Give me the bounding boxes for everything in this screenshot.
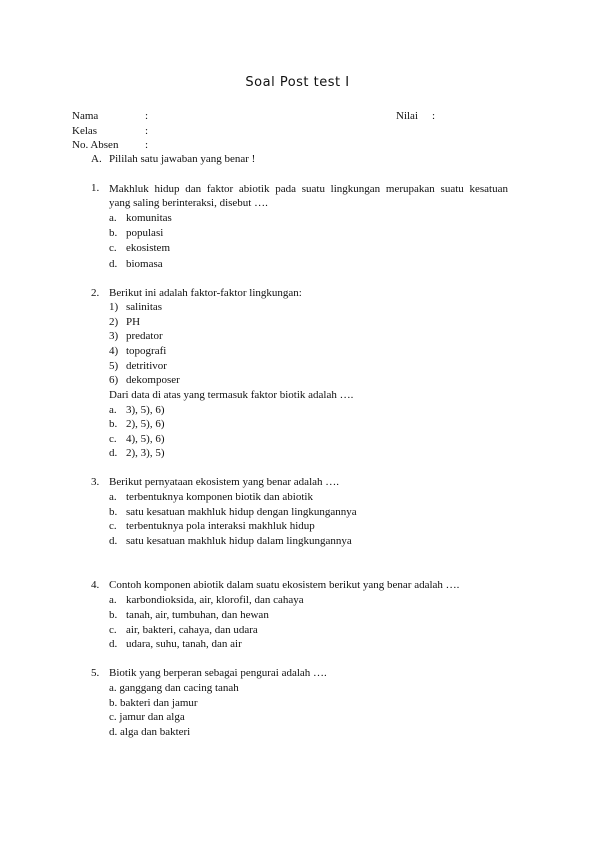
q2-option-text: 4), 5), 6) <box>126 433 165 445</box>
q4-option-text: tanah, air, tumbuhan, dan hewan <box>126 609 269 621</box>
q4-option-text: udara, suhu, tanah, dan air <box>126 638 242 650</box>
q4-option-label: a. <box>109 594 117 606</box>
q4-option-label: b. <box>109 609 118 621</box>
nilai-colon: : <box>432 110 436 122</box>
absen-colon: : <box>145 139 149 151</box>
q5-option: d. alga dan bakteri <box>109 726 191 738</box>
q1-option-text: komunitas <box>126 212 172 224</box>
q2-number: 2. <box>91 287 100 299</box>
q1-option-text: biomasa <box>126 258 163 270</box>
q3-option-text: terbentuknya komponen biotik dan abiotik <box>126 491 313 503</box>
q1-number: 1. <box>91 182 100 194</box>
absen-label: No. Absen <box>72 139 119 151</box>
q1-option-label: b. <box>109 227 118 239</box>
q4-number: 4. <box>91 579 100 591</box>
q2-option-label: c. <box>109 433 117 445</box>
kelas-colon: : <box>145 125 149 137</box>
q1-option-label: c. <box>109 242 117 254</box>
q5-option: a. ganggang dan cacing tanah <box>109 682 239 694</box>
q1-option-label: a. <box>109 212 117 224</box>
q2-item-text: salinitas <box>126 301 163 313</box>
q2-option-text: 2), 5), 6) <box>126 418 165 430</box>
q3-option-text: terbentuknya pola interaksi makhluk hidup <box>126 520 315 532</box>
q2-item-number: 1) <box>109 301 119 313</box>
q5-text: Biotik yang berperan sebagai pengurai adalah …. <box>109 667 327 679</box>
q3-option-label: c. <box>109 520 117 532</box>
q5-option: c. jamur dan alga <box>109 711 185 723</box>
q3-option-label: d. <box>109 535 118 547</box>
page-title: Soal Post test I <box>245 75 350 90</box>
q5-number: 5. <box>91 667 100 679</box>
q3-option-label: a. <box>109 491 117 503</box>
q3-option-label: b. <box>109 506 118 518</box>
q2-question: Dari data di atas yang termasuk faktor biotik adalah …. <box>109 389 354 401</box>
q3-number: 3. <box>91 476 100 488</box>
q3-option-text: satu kesatuan makhluk hidup dengan lingkungannya <box>126 506 357 518</box>
q2-option-text: 3), 5), 6) <box>126 404 165 416</box>
q2-item-number: 3) <box>109 330 119 342</box>
q2-option-text: 2), 3), 5) <box>126 447 165 459</box>
q1-option-text: populasi <box>126 227 164 239</box>
q2-option-label: b. <box>109 418 118 430</box>
q2-item-text: predator <box>126 330 163 342</box>
q4-text: Contoh komponen abiotik dalam suatu ekosistem berikut yang benar adalah …. <box>109 579 460 591</box>
q2-item-number: 2) <box>109 316 119 328</box>
section-letter: A. <box>91 153 102 165</box>
q5-option: b. bakteri dan jamur <box>109 697 198 709</box>
q4-option-text: air, bakteri, cahaya, dan udara <box>126 624 258 636</box>
q1-text-line1: Makhluk hidup dan faktor abiotik pada suatu lingkungan merupakan suatu kesatuan <box>109 183 508 195</box>
kelas-label: Kelas <box>72 125 98 137</box>
q3-text: Berikut pernyataan ekosistem yang benar adalah …. <box>109 476 340 488</box>
q2-text: Berikut ini adalah faktor-faktor lingkungan: <box>109 287 302 299</box>
q1-option-label: d. <box>109 258 118 270</box>
q2-item-text: dekomposer <box>126 374 180 386</box>
q3-option-text: satu kesatuan makhluk hidup dalam lingkungannya <box>126 535 352 547</box>
nama-label: Nama <box>72 110 99 122</box>
nilai-label: Nilai <box>396 110 418 122</box>
q2-item-number: 6) <box>109 374 119 386</box>
q2-option-label: d. <box>109 447 118 459</box>
q1-text-line2: yang saling berinteraksi, disebut …. <box>109 197 268 209</box>
q2-item-text: detritivor <box>126 360 167 372</box>
q2-item-text: PH <box>126 316 141 328</box>
q4-option-label: d. <box>109 638 118 650</box>
q2-item-text: topografi <box>126 345 167 357</box>
section-instruction: Pililah satu jawaban yang benar ! <box>109 153 256 165</box>
q2-item-number: 5) <box>109 360 119 372</box>
q2-item-number: 4) <box>109 345 119 357</box>
q1-option-text: ekosistem <box>126 242 170 254</box>
q4-option-label: c. <box>109 624 117 636</box>
q4-option-text: karbondioksida, air, klorofil, dan cahaya <box>126 594 304 606</box>
nama-colon: : <box>145 110 149 122</box>
q2-option-label: a. <box>109 404 117 416</box>
